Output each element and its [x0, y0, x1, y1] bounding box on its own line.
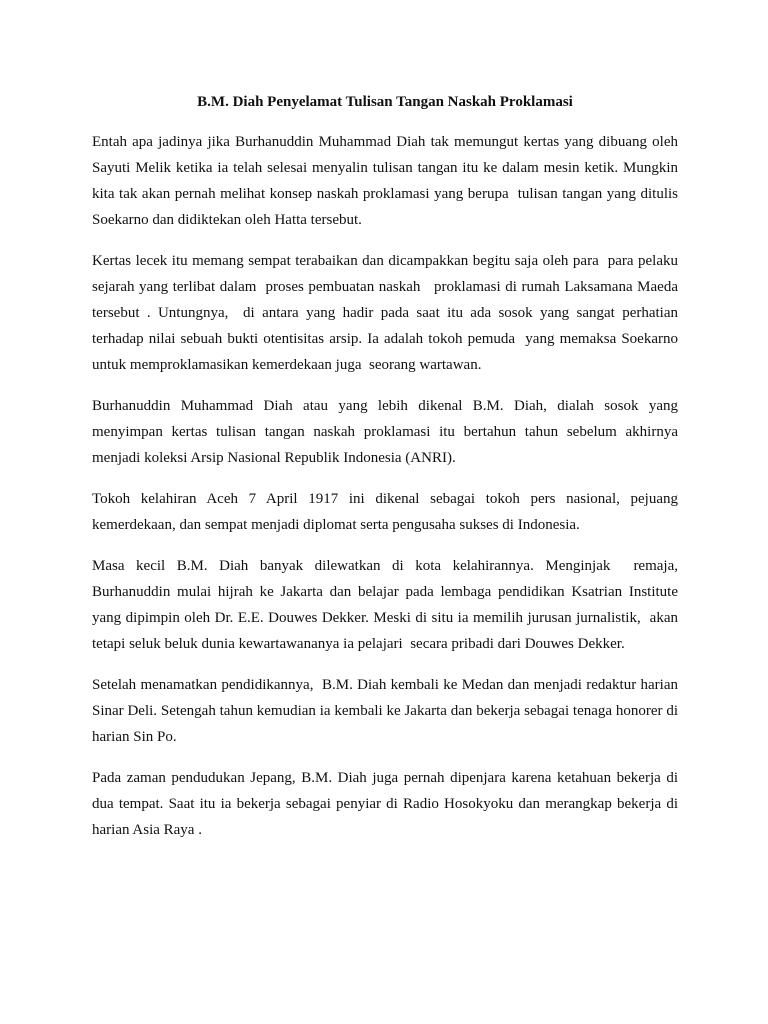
- paragraph-2: Kertas lecek itu memang sempat terabaikan dan dicampakkan begitu saja oleh para para pelaku sejarah yang terlibat dalam proses pembuatan naskah proklamasi di rumah Laksamana Maeda tersebut . Untungnya, di antara yang hadir pada saat itu ada sosok yang sangat perhatian terhadap nilai sebuah bukti otentisitas arsip. Ia adalah tokoh pemuda yang memaksa Soekarno untuk memproklamasikan kemerdekaan juga seorang wartawan.: [92, 253, 682, 373]
- paragraph-6: Setelah menamatkan pendidikannya, B.M. Diah kembali ke Medan dan menjadi redaktur harian Sinar Deli. Setengah tahun kemudian ia kembali ke Jakarta dan bekerja sebagai tenaga honorer di harian Sin Po.: [92, 677, 682, 745]
- document-body: [92, 92, 686, 858]
- paragraph-7: Pada zaman pendudukan Jepang, B.M. Diah juga pernah dipenjara karena ketahuan bekerja di dua tempat. Saat itu ia bekerja sebagai penyiar di Radio Hosokyoku dan merangkap bekerja di harian Asia Raya .: [92, 770, 682, 838]
- paragraph-1: Entah apa jadinya jika Burhanuddin Muhammad Diah tak memungut kertas yang dibuang oleh Sayuti Melik ketika ia telah selesai menyalin tulisan tangan itu ke dalam mesin ketik. Mungkin kita tak akan pernah melihat konsep naskah proklamasi yang berupa tulisan tangan yang ditulis Soekarno dan didiktekan oleh Hatta tersebut.: [92, 134, 682, 228]
- paragraph-4: Tokoh kelahiran Aceh 7 April 1917 ini dikenal sebagai tokoh pers nasional, pejuang kemerdekaan, dan sempat menjadi diplomat serta pengusaha sukses di Indonesia.: [92, 491, 682, 533]
- document-title: B.M. Diah Penyelamat Tulisan Tangan Naskah Proklamasi: [197, 94, 573, 110]
- paragraph-3: Burhanuddin Muhammad Diah atau yang lebih dikenal B.M. Diah, dialah sosok yang menyimpan kertas tulisan tangan naskah proklamasi itu bertahun tahun sebelum akhirnya menjadi koleksi Arsip Nasional Republik Indonesia (ANRI).: [92, 398, 682, 466]
- paragraph-5: Masa kecil B.M. Diah banyak dilewatkan di kota kelahirannya. Menginjak remaja, Burhanuddin mulai hijrah ke Jakarta dan belajar pada lembaga pendidikan Ksatrian Institute yang dipimpin oleh Dr. E.E. Douwes Dekker. Meski di situ ia memilih jurusan jurnalistik, akan tetapi seluk beluk dunia kewartawananya ia pelajari secara pribadi dari Douwes Dekker.: [92, 558, 686, 652]
